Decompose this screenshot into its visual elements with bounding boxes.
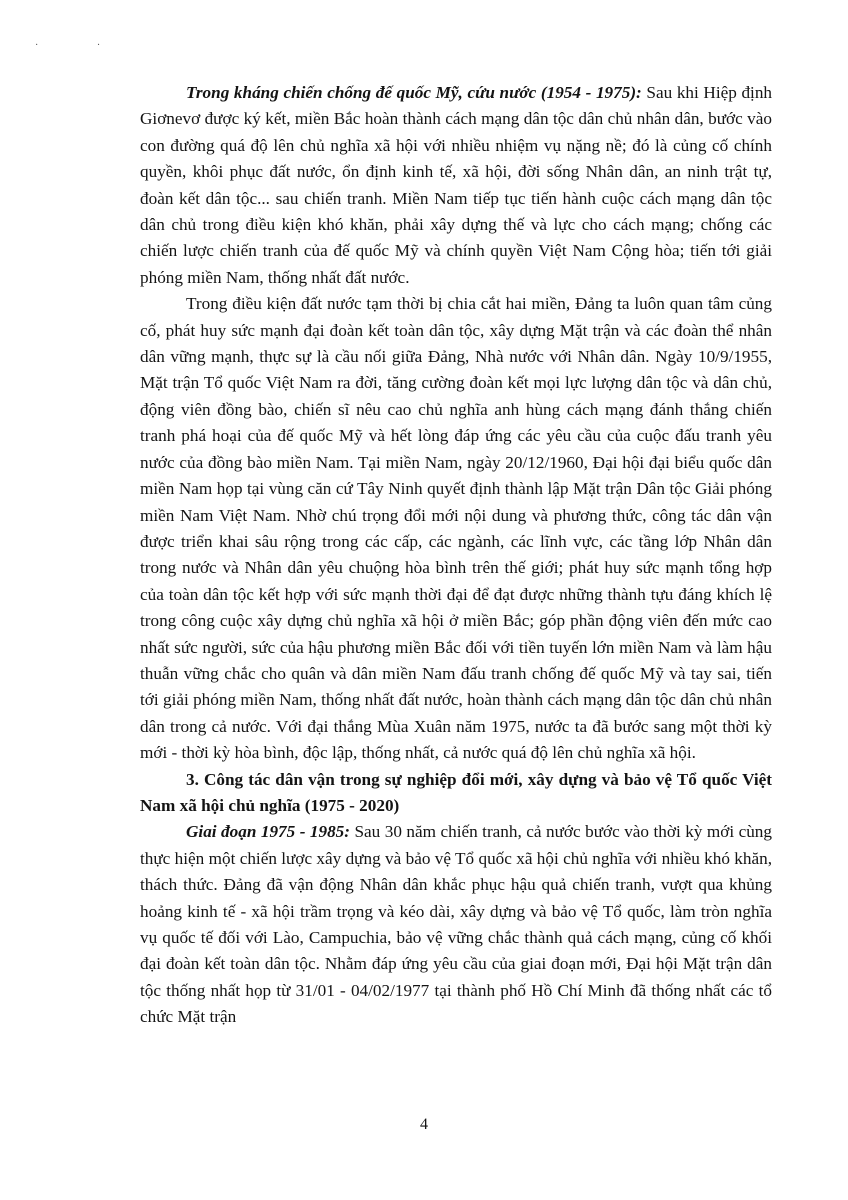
paragraph-2: Trong điều kiện đất nước tạm thời bị chia cắt hai miền, Đảng ta luôn quan tâm củng cố, phát huy sức mạnh đại đoàn kết toàn dân tộc, xây dựng Mặt trận và các đoàn thể nhân dân vững mạnh, thực sự là cầu nối giữa Đảng, Nhà nước với Nhân dân. Ngày 10/9/1955, Mặt trận Tổ quốc Việt Nam ra đời, tăng cường đoàn kết mọi lực lượng dân tộc và dân chủ, động viên đồng bào, chiến sĩ nêu cao chủ nghĩa anh hùng cách mạng đánh thắng chiến tranh phá hoại của đế quốc Mỹ và hết lòng đáp ứng các yêu cầu của cuộc đấu tranh yêu nước của đồng bào miền Nam. Tại miền Nam, ngày 20/12/1960, Đại hội đại biểu quốc dân miền Nam họp tại vùng căn cứ Tây Ninh quyết định thành lập Mặt trận Dân tộc Giải phóng miền Nam Việt Nam. Nhờ chú trọng đổi mới nội dung và phương thức, công tác dân vận được triển khai sâu rộng trong các cấp, các ngành, các lĩnh vực, các tầng lớp Nhân dân trong nước và Nhân dân yêu chuộng hòa bình trên thế giới; phát huy sức mạnh tổng hợp của toàn dân tộc kết hợp với sức mạnh thời đại để đạt được những thành tựu đáng khích lệ trong công cuộc xây dựng chủ nghĩa xã hội ở miền Bắc; góp phần động viên đến mức cao nhất sức người, sức của hậu phương miền Bắc đối với tiền tuyến lớn miền Nam và làm hậu thuẫn vững chắc cho quân và dân miền Nam đấu tranh chống đế quốc Mỹ và tay sai, tiến tới giải phóng miền Nam, thống nhất đất nước, hoàn thành cách mạng dân tộc dân chủ nhân dân trong cả nước. Với đại thắng Mùa Xuân năm 1975, nước ta đã bước sang một thời kỳ mới - thời kỳ hòa bình, độc lập, thống nhất, cả nước quá độ lên chủ nghĩa xã hội. xyxy=(140,294,772,763)
page-number: 4 xyxy=(420,1116,428,1133)
section-heading: 3. Công tác dân vận trong sự nghiệp đổi mới, xây dựng và bảo vệ Tổ quốc Việt Nam xã hội chủ nghĩa (1975 - 2020) xyxy=(140,769,772,815)
paragraph-3-body: Sau 30 năm chiến tranh, cả nước bước vào thời kỳ mới cùng thực hiện một chiến lược xây dựng và bảo vệ Tổ quốc xã hội chủ nghĩa với nhiều khó khăn, thách thức. Đảng đã vận động Nhân dân khắc phục hậu quả chiến tranh, vượt qua khủng hoảng kinh tế - xã hội trầm trọng và kéo dài, xây dựng và bảo vệ Tổ quốc, làm tròn nghĩa vụ quốc tế đối với Lào, Campuchia, bảo vệ vững chắc thành quả cách mạng, củng cố khối đại đoàn kết toàn dân tộc. Nhằm đáp ứng yêu cầu của giai đoạn mới, Đại hội Mặt trận dân tộc thống nhất họp từ 31/01 - 04/02/1977 tại thành phố Hồ Chí Minh đã thống nhất các tổ chức Mặt trận xyxy=(140,822,772,1027)
paragraph-1 xyxy=(140,80,772,291)
page-body xyxy=(140,80,772,1031)
paragraph-3 xyxy=(140,819,772,1030)
scan-marks: · · xyxy=(35,40,129,51)
paragraph-1-body: Sau khi Hiệp định Giơnevơ được ký kết, miền Bắc hoàn thành cách mạng dân tộc dân chủ nhân dân, bước vào con đường quá độ lên chủ nghĩa xã hội với nhiều nhiệm vụ nặng nề; đó là củng cố chính quyền, khôi phục đất nước, ổn định kinh tế, xã hội, đời sống Nhân dân, an ninh trật tự, đoàn kết dân tộc... sau chiến tranh. Miền Nam tiếp tục tiến hành cuộc cách mạng dân tộc dân chủ trong điều kiện khó khăn, phải xây dựng thế và lực cho cách mạng; chống các chiến lược chiến tranh của đế quốc Mỹ và chính quyền Việt Nam Cộng hòa; tiến tới giải phóng miền Nam, thống nhất đất nước. xyxy=(140,83,773,287)
paragraph-1-lead: Trong kháng chiến chống đế quốc Mỹ, cứu nước (1954 - 1975): xyxy=(186,83,642,102)
paragraph-3-lead: Giai đoạn 1975 - 1985: xyxy=(186,822,351,842)
